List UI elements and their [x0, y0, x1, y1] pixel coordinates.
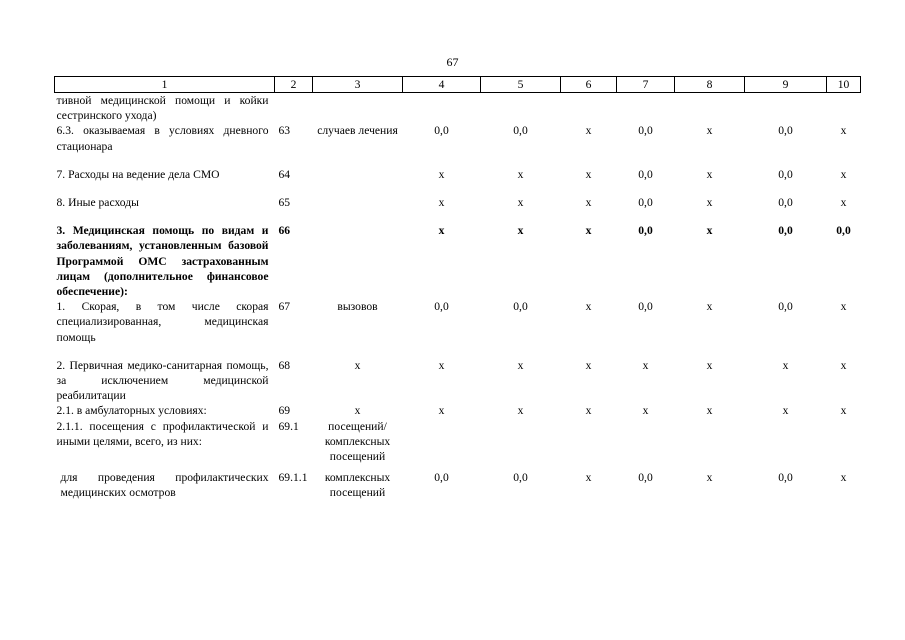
column-header: 7: [617, 77, 675, 93]
financial-table: [54, 76, 861, 501]
row-value-cell: [617, 93, 675, 124]
row-value-cell: х: [438, 224, 445, 238]
row-value-cell: х: [706, 124, 713, 138]
row-value-cell: [561, 93, 617, 124]
row-value-cell: х: [438, 404, 445, 418]
row-value-cell: 0,0: [434, 124, 449, 138]
row-value-cell: 0,0: [638, 196, 653, 210]
table-row: [55, 93, 861, 124]
table-row: [55, 358, 861, 404]
row-value-cell: х: [585, 167, 592, 181]
header-row: [55, 77, 861, 93]
row-value-cell: 0,0: [778, 124, 793, 138]
row-value-cell: 0,0: [434, 300, 449, 314]
row-value-cell: х: [642, 358, 649, 372]
row-value-cell: х: [585, 196, 592, 210]
row-value-cell: х: [517, 358, 524, 372]
row-name-cell: 1. Скорая, в том числе скорая специализированная, медицинская помощь: [56, 300, 269, 344]
column-header: 9: [745, 77, 827, 93]
table-row: [55, 470, 861, 500]
row-name-cell: 3. Медицинская помощь по видам и заболеваниям, установленным базовой Программой ОМС застрахованным лицам (дополнительное финансовое обеспечение):: [56, 224, 269, 299]
row-value-cell: х: [782, 404, 789, 418]
row-value-cell: 0,0: [638, 167, 653, 181]
column-header: 1: [55, 77, 275, 93]
row-code-cell: 67: [278, 300, 291, 314]
column-header: 2: [275, 77, 313, 93]
row-code-cell: 65: [278, 196, 291, 210]
table-body: [55, 93, 861, 501]
row-value-cell: х: [706, 471, 713, 485]
row-code-cell: 69.1.1: [278, 471, 308, 485]
row-value-cell: х: [438, 196, 445, 210]
row-value-cell: х: [517, 404, 524, 418]
row-value-cell: [403, 93, 481, 124]
row-unit-cell: посещений/ комплексных посещений: [324, 419, 391, 464]
row-code-cell: 64: [278, 167, 291, 181]
row-value-cell: [827, 419, 861, 471]
row-code-cell: [275, 93, 313, 124]
table-row: [55, 195, 861, 223]
row-value-cell: х: [840, 196, 847, 210]
row-unit-cell: случаев лечения: [317, 124, 398, 138]
column-header: 10: [827, 77, 861, 93]
row-value-cell: х: [706, 196, 713, 210]
row-value-cell: х: [585, 124, 592, 138]
row-name-cell: 6.3. оказываемая в условиях дневного стационара: [56, 124, 269, 153]
row-value-cell: х: [517, 167, 524, 181]
column-header: 3: [313, 77, 403, 93]
row-unit-cell: [313, 195, 403, 223]
row-unit-cell: комплексных посещений: [324, 471, 391, 500]
row-value-cell: 0,0: [513, 471, 528, 485]
row-value-cell: [745, 93, 827, 124]
row-unit-cell: вызовов: [337, 300, 378, 314]
row-value-cell: х: [517, 196, 524, 210]
row-name-cell: 2. Первичная медико-санитарная помощь, за исключением медицинской реабилитации: [56, 358, 269, 403]
row-value-cell: 0,0: [778, 300, 793, 314]
row-value-cell: [481, 419, 561, 471]
row-code-cell: 69.1: [278, 419, 299, 433]
row-value-cell: 0,0: [513, 300, 528, 314]
row-unit-cell: [313, 93, 403, 124]
row-value-cell: х: [706, 404, 713, 418]
row-unit-cell: х: [354, 358, 361, 372]
row-value-cell: 0,0: [778, 224, 793, 238]
column-header: 4: [403, 77, 481, 93]
row-value-cell: х: [840, 471, 847, 485]
column-header: 6: [561, 77, 617, 93]
row-name-cell: тивной медицинской помощи и койки сестринского ухода): [56, 94, 269, 123]
row-value-cell: х: [517, 224, 524, 238]
row-unit-cell: [313, 223, 403, 299]
row-code-cell: 68: [278, 358, 291, 372]
row-value-cell: 0,0: [778, 196, 793, 210]
row-unit-cell: [313, 167, 403, 195]
row-value-cell: 0,0: [638, 471, 653, 485]
row-code-cell: 66: [278, 224, 291, 238]
table-row: [55, 167, 861, 195]
table-row: [55, 223, 861, 299]
row-unit-cell: х: [354, 404, 361, 418]
row-value-cell: [403, 419, 481, 471]
row-value-cell: х: [840, 167, 847, 181]
row-value-cell: 0,0: [434, 471, 449, 485]
row-value-cell: [675, 93, 745, 124]
row-value-cell: 0,0: [836, 224, 851, 238]
row-value-cell: х: [840, 300, 847, 314]
row-code-cell: 69: [278, 404, 291, 418]
row-value-cell: [481, 93, 561, 124]
row-name-cell: 2.1.1. посещения с профилактической и иными целями, всего, из них:: [56, 419, 269, 448]
row-value-cell: х: [438, 358, 445, 372]
row-value-cell: [617, 419, 675, 471]
column-header: 5: [481, 77, 561, 93]
row-value-cell: х: [642, 404, 649, 418]
row-name-cell: 8. Иные расходы: [56, 196, 139, 210]
table-row: [55, 123, 861, 166]
row-value-cell: 0,0: [638, 300, 653, 314]
table-row: [55, 403, 861, 418]
row-value-cell: х: [585, 404, 592, 418]
row-value-cell: х: [782, 358, 789, 372]
row-name-cell: для проведения профилактических медицинских осмотров: [60, 471, 269, 500]
table-row: [55, 419, 861, 471]
row-value-cell: [675, 419, 745, 471]
row-code-cell: 63: [278, 124, 291, 138]
row-name-cell: 2.1. в амбулаторных условиях:: [56, 404, 207, 418]
column-header: 8: [675, 77, 745, 93]
row-value-cell: [827, 93, 861, 124]
row-value-cell: х: [840, 358, 847, 372]
row-value-cell: [745, 419, 827, 471]
row-value-cell: 0,0: [638, 124, 653, 138]
row-value-cell: 0,0: [638, 224, 653, 238]
row-value-cell: х: [840, 404, 847, 418]
row-value-cell: х: [585, 224, 592, 238]
row-value-cell: х: [438, 167, 445, 181]
row-name-cell: 7. Расходы на ведение дела СМО: [56, 167, 220, 181]
row-value-cell: х: [706, 300, 713, 314]
row-value-cell: х: [706, 358, 713, 372]
row-value-cell: 0,0: [513, 124, 528, 138]
row-value-cell: 0,0: [778, 471, 793, 485]
table-row: [55, 299, 861, 358]
page-number: 67: [446, 55, 459, 69]
row-value-cell: х: [840, 124, 847, 138]
row-value-cell: х: [585, 300, 592, 314]
row-value-cell: 0,0: [778, 167, 793, 181]
row-value-cell: х: [706, 224, 713, 238]
row-value-cell: х: [585, 358, 592, 372]
row-value-cell: [561, 419, 617, 471]
row-value-cell: х: [585, 471, 592, 485]
row-value-cell: х: [706, 167, 713, 181]
